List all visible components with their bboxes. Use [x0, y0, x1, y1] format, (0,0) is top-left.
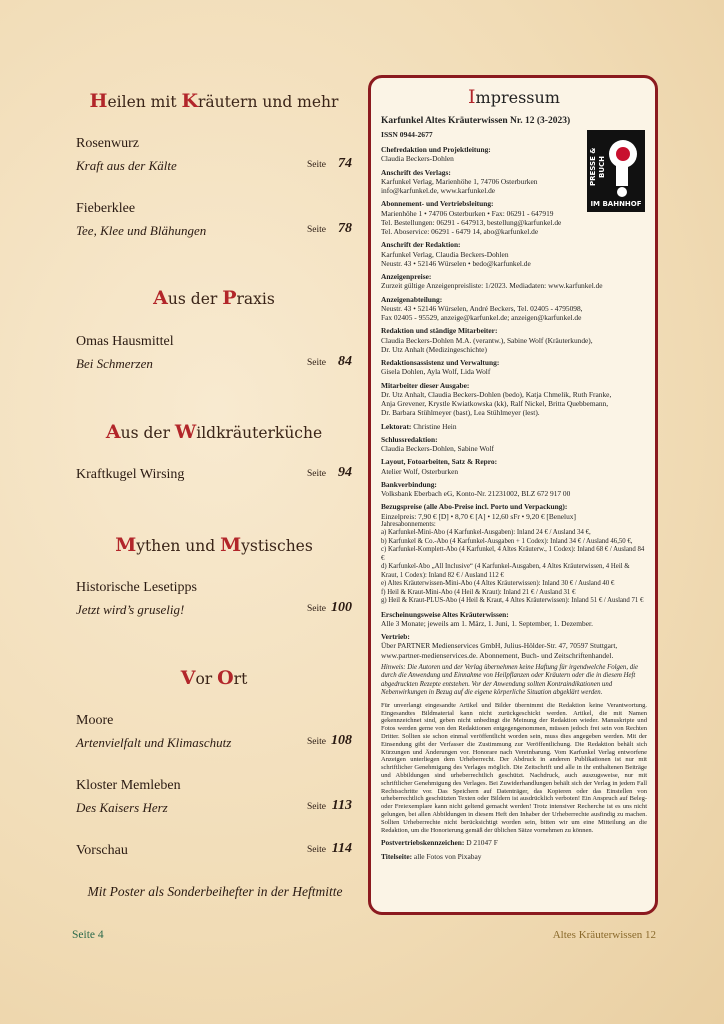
block-label: Schlussredaktion: [381, 434, 438, 444]
block-label: Anschrift der Redaktion: [381, 240, 461, 250]
impressum-block [381, 295, 647, 323]
block-label: Anzeigenpreise: [381, 272, 432, 282]
toc-section-heading-5: Vor Ort [180, 667, 248, 689]
toc-entry-moore[interactable]: Moore Artenvielfalt und Klimaschutz Seite 108 [76, 713, 352, 750]
block-text: Claudia Beckers-Dohlen M.A. (verantw.), Sabine Wolf (Kräuterkunde), Dr. Utz Anhalt (Medizingeschichte) [381, 335, 593, 354]
block-text: Zurzeit gültige Anzeigenpreisliste: 1/2023. Mediadaten: www.karfunkel.de [381, 281, 603, 291]
block-label: Redaktion und ständige Mitarbeiter: [381, 326, 498, 336]
impressum-block [381, 422, 647, 431]
impressum-block [381, 381, 647, 418]
presse-buch-logo [587, 130, 645, 212]
block-text: Claudia Beckers-Dohlen, Sabine Wolf [381, 444, 494, 454]
block-text: Karfunkel Verlag, Claudia Beckers-Dohlen Neustr. 43 • 52146 Würselen • bedo@karfunkel.de [381, 249, 531, 268]
block-text: Über PARTNER Medienservices GmbH, Julius-Hölder-Str. 47, 70597 Stuttgart, www.partner-medienservices.de. Abonnement, Buch- und Zeitschriftenhandel. [381, 641, 618, 660]
block-text: Dr. Utz Anhalt, Claudia Beckers-Dohlen (bedo), Katja Chmelik, Ruth Franke, Anja Grevener, Krystle Kwiatkowska (kk), Ralf Nickel, Britta Quebbemann, Dr. Barbara Stühlmeyer (bast), Lea Stühlmeyer (lest). [381, 389, 612, 418]
block-text: Christine Hein [413, 421, 457, 431]
toc-section-heading-3: Aus der Wildkräuterküche [105, 421, 323, 443]
block-text: Claudia Beckers-Dohlen [381, 154, 454, 164]
block-label: Bankverbindung: [381, 479, 437, 489]
block-label: Vertrieb: [381, 632, 410, 642]
impressum-blocks [381, 145, 586, 236]
issn: ISSN 0944-2677 [381, 129, 433, 139]
block-label: Anschrift des Verlags: [381, 167, 451, 177]
logo-bottom-text: IM BAHNHOF [590, 200, 642, 209]
impressum-blocks-2 [381, 610, 647, 660]
block-label: Chefredaktion und Projektleitung: [381, 145, 491, 155]
block-text: Atelier Wolf, Osterburken [381, 466, 459, 476]
toc-entry-vorschau[interactable]: Vorschau Seite 114 [76, 841, 352, 858]
impressum-blocks-wide [381, 240, 647, 498]
impressum-block [381, 457, 647, 476]
impressum-block [381, 632, 647, 660]
block-label: Redaktionsassistenz und Verwaltung: [381, 358, 500, 368]
liability-hint: Hinweis: Die Autoren und der Verlag übernehmen keine Haftung für irgendwelche Folgen, die durch die Anwendung und Einnahme von Heilpflanzen oder Kräutern oder die in diesem Heft abgedruckten Rezepte entstehen. Vor der Anwendung sollten Kontraindikationen und Nebenwirkungen in Bezug auf die eigene körperliche Situation abgeklärt werden. [381, 663, 639, 697]
toc-entry-kloster-memleben[interactable]: Kloster Memleben Des Kaisers Herz Seite 113 [76, 778, 352, 815]
block-label: Erscheinungsweise Altes Kräuterwissen: [381, 609, 509, 619]
block-label: Mitarbeiter dieser Ausgabe: [381, 380, 470, 390]
poster-note: Mit Poster als Sonderbeihefter in der Heftmitte [87, 884, 343, 899]
block-text: Marienhöhe 1 • 74706 Osterburken • Fax: 06291 - 647919 Tel. Bestellungen: 06291 - 647913, bestellung@karfunkel.de Tel. Aboservice: 06291 - 6479 14, abo@karfunkel.de [381, 208, 562, 237]
titelseite-credit: Titelseite: alle Fotos von Pixabay [381, 851, 482, 861]
block-text: Alle 3 Monate; jeweils am 1. März, 1. Juni, 1. September, 1. Dezember. [381, 618, 593, 628]
toc-entry-omas-hausmittel[interactable]: Omas Hausmittel Bei Schmerzen Seite 84 [76, 334, 352, 371]
block-label: Lektorat: [381, 421, 412, 431]
impressum-block [381, 480, 647, 499]
impressum-block [381, 358, 647, 377]
impressum-block [381, 326, 647, 354]
toc-entry-rosenwurz[interactable]: Rosenwurz Kraft aus der Kälte Seite 74 [76, 136, 352, 173]
toc-section-heading-1: Heilen mit Kräutern und mehr [89, 90, 339, 112]
block-label: Abonnement- und Vertriebsleitung: [381, 199, 494, 209]
impressum-block [381, 199, 586, 236]
impressum-heading: Karfunkel Altes Kräuterwissen Nr. 12 (3-2023) [381, 115, 571, 126]
postvertrieb: Postvertriebskennzeichen: D 21047 F [381, 838, 498, 848]
prices-block: Bezugspreise (alle Abo-Preise incl. Porto und Verpackung): Einzelpreis: 7,90 € [D] • 8,70 € [A] • 12,60 sFr • 9,20 € [Benelux] Jahresabonnements: a) Karfunkel-Mini-Abo (4 Karfunkel-Ausgaben): Inland 24 € / Ausland 34 €, b) Karfunkel & Co.-Abo (4 Karfunkel-Ausgaben + 1 Codex): Inland 34 € / Ausland 46,50 €, c) Karfunkel-Komplett-Abo (4 Karfunkel, 4 Altes Kräuterw., 1 Codex): Inland 68 € / Ausland 84 € d) Karfunkel-Abo „All Inclusive“ (4 Karfunkel-Ausgaben, 4 Altes Kräuterwissen, 4 Heil & Kraut, 1 Codex): Inland 82 € / Ausland 112 € e) Altes Kräuterwissen-Mini-Abo (4 Altes Kräuterwissen): Inland 30 € / Ausland 40 € f) Heil & Kraut-Mini-Abo (4 Heil & Kraut): Inland 21 € / Ausland 31 € g) Heil & Kraut-PLUS-Abo (4 Heil & Kraut, 4 Altes Kräuterwissen): Inland 51 € / Ausland 71 € [381, 502, 645, 605]
impressum-block [381, 610, 647, 629]
impressum-box [368, 75, 658, 915]
block-text: Neustr. 43 • 52146 Würselen, André Beckers, Tel. 02405 - 4795098, Fax 02405 - 95529, anzeige@karfunkel.de; anzeigen@karfunkel.de [381, 303, 583, 323]
block-text: Karfunkel Verlag, Marienhöhe 1, 74706 Osterburken info@karfunkel.de, www.karfunkel.de [381, 176, 538, 196]
block-text: Gisela Dohlen, Ayla Wolf, Lida Wolf [381, 367, 491, 377]
impressum-block [381, 168, 586, 196]
impressum-block [381, 240, 647, 268]
logo-vertical-text: PRESSE & BUCH [589, 147, 606, 187]
impressum-block [381, 272, 647, 291]
impressum-title: Impressum [468, 86, 560, 108]
impressum-block [381, 145, 586, 164]
toc-section-heading-2: Aus der Praxis [153, 287, 275, 309]
block-label: Layout, Fotoarbeiten, Satz & Repro: [381, 457, 498, 467]
toc-entry-fieberklee[interactable]: Fieberklee Tee, Klee und Blähungen Seite 78 [76, 201, 352, 238]
block-text: Volksbank Eberbach eG, Konto-Nr. 21231002, BLZ 672 917 00 [381, 489, 571, 499]
impressum-block [381, 435, 647, 454]
legal-text: Für unverlangt eingesandte Artikel und Bilder übernimmt die Redaktion keine Verantwortung. Eingesandtes Bildmaterial kann nicht zurückgeschickt werden. Artikel, die mit Namen gekennzeichnet sind, geben nicht unbedingt die Meinung der Redaktion wieder. Manuskripte und Fotos werden gerne von den Redaktionen entgegengenommen, müssen jedoch frei sein von Rechten Dritter. Sollten sie schon einmal veröffentlicht worden sein, muss dies angegeben werden. Mit der Einsendung gibt der Verfasser die Zustimmung zur Veröffentlichung. Die Redaktion behält sich Kürzungen und Änderungen vor. Honorare nach Vereinbarung. Vom Karfunkel Verlag entworfene Anzeigen unterliegen dem Urheberrecht. Der Abdruck in anderen Publikationen ist nur mit schriftlicher Genehmigung des Verlages möglich. Die Zeitschrift und alle in ihr enthaltenen Beiträge und Abbildungen sind urheberrechtlich geschützt. Nachdruck, auch auszugsweise, nur mit schriftlicher Genehmigung des Verlages. Bei Zuwiderhandlungen behält sich der Verlag in jedem Fall Rechtsschritte vor. Das Speichern auf Datenträger, das Kopieren oder das Einstellen von urheberrechtlich geschützten Texten oder Bildern ist ausdrücklich verboten! Ein Anspruch auf Beleg- oder Freiexemplare kann nicht geltend gemacht werden! Trotz intensiver Recherche ist es uns nicht gelungen, bei allen Abbildungen in diesem Heft den Inhaber der Urheberrechte ausfindig zu machen. Sollten Urheberrechte nicht berücksichtigt worden sein, bitten wir um eine Mitteilung an die Redaktion, um die Honorierung gemäß der üblichen Sätze vornehmen zu können. [381, 701, 647, 834]
toc-section-heading-4: Mythen und Mystisches [115, 534, 313, 556]
toc-entry-historische-lesetipps[interactable]: Historische Lesetipps Jetzt wird’s gruselig! Seite 100 [76, 580, 352, 617]
footer-magazine-name: Altes Kräuterwissen 12 [552, 929, 656, 941]
block-label: Anzeigenabteilung: [381, 294, 443, 304]
footer-page-number: Seite 4 [72, 929, 104, 941]
toc-entry-kraftkugel-wirsing[interactable]: Kraftkugel Wirsing Seite 94 [76, 465, 352, 482]
